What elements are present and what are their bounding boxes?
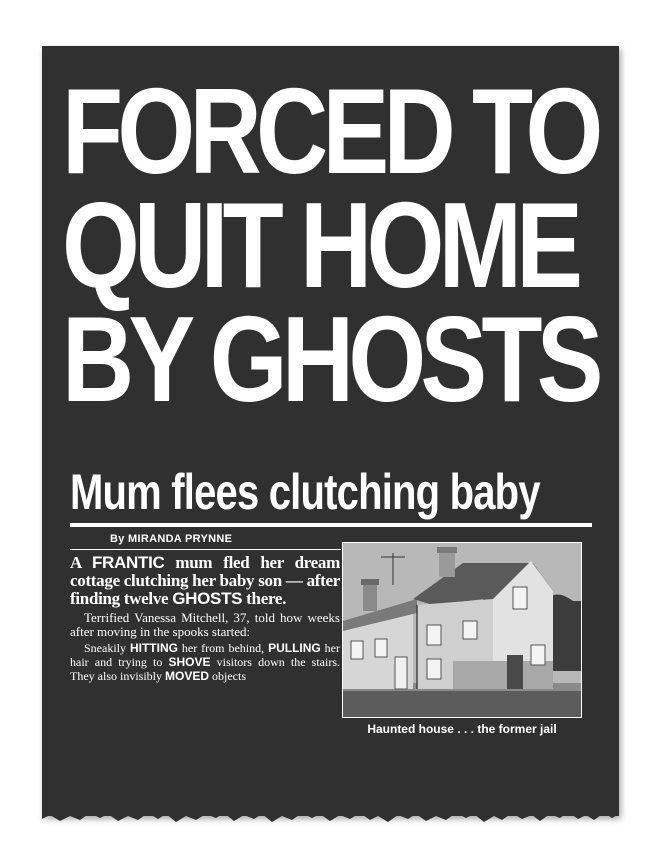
house-photo — [342, 542, 582, 718]
p2-text-5: objects — [209, 669, 247, 683]
headline-line-2: QUIT HOME — [62, 177, 578, 313]
article-body — [70, 554, 340, 744]
p2-text-2: her from behind, — [177, 641, 269, 655]
lead-text-1: A — [70, 554, 92, 572]
newspaper-clipping — [42, 46, 619, 816]
torn-edge — [42, 804, 619, 828]
house-illustration — [343, 543, 581, 717]
lead-text-3: there. — [242, 589, 287, 608]
p2-caps-2: PULLING — [268, 641, 321, 655]
p2-caps-3: SHOVE — [168, 655, 211, 669]
p2-text-1: Sneakily — [84, 641, 130, 655]
headline — [62, 63, 598, 427]
headline-line-3: BY GHOSTS — [62, 291, 598, 427]
paragraph-1: Terrified Vanessa Mitchell, 37, told how weeks after moving in the spooks started: — [70, 610, 340, 639]
photo-caption: Haunted house . . . the former jail — [367, 722, 557, 736]
headline-line-1: FORCED TO — [62, 63, 598, 199]
headline-divider — [70, 523, 592, 527]
byline: By MIRANDA PRYNNE — [110, 533, 233, 545]
p2-text-4: visitors down the stairs. They also invisibly — [70, 655, 340, 683]
p2-caps-1: HITTING — [129, 641, 178, 655]
lead-caps-2: GHOSTS — [172, 589, 243, 608]
paragraph-2 — [70, 641, 340, 683]
lead-text-2: mum fled her dream cottage clutching her baby son — after finding twelve — [70, 554, 340, 608]
p2-caps-4: MOVED — [165, 669, 210, 683]
lead-paragraph — [70, 554, 340, 608]
p2-text-3: her hair and trying to — [70, 641, 340, 669]
byline-divider — [70, 549, 341, 550]
lead-caps-1: FRANTIC — [91, 554, 165, 572]
subheadline: Mum flees clutching baby — [70, 464, 540, 520]
